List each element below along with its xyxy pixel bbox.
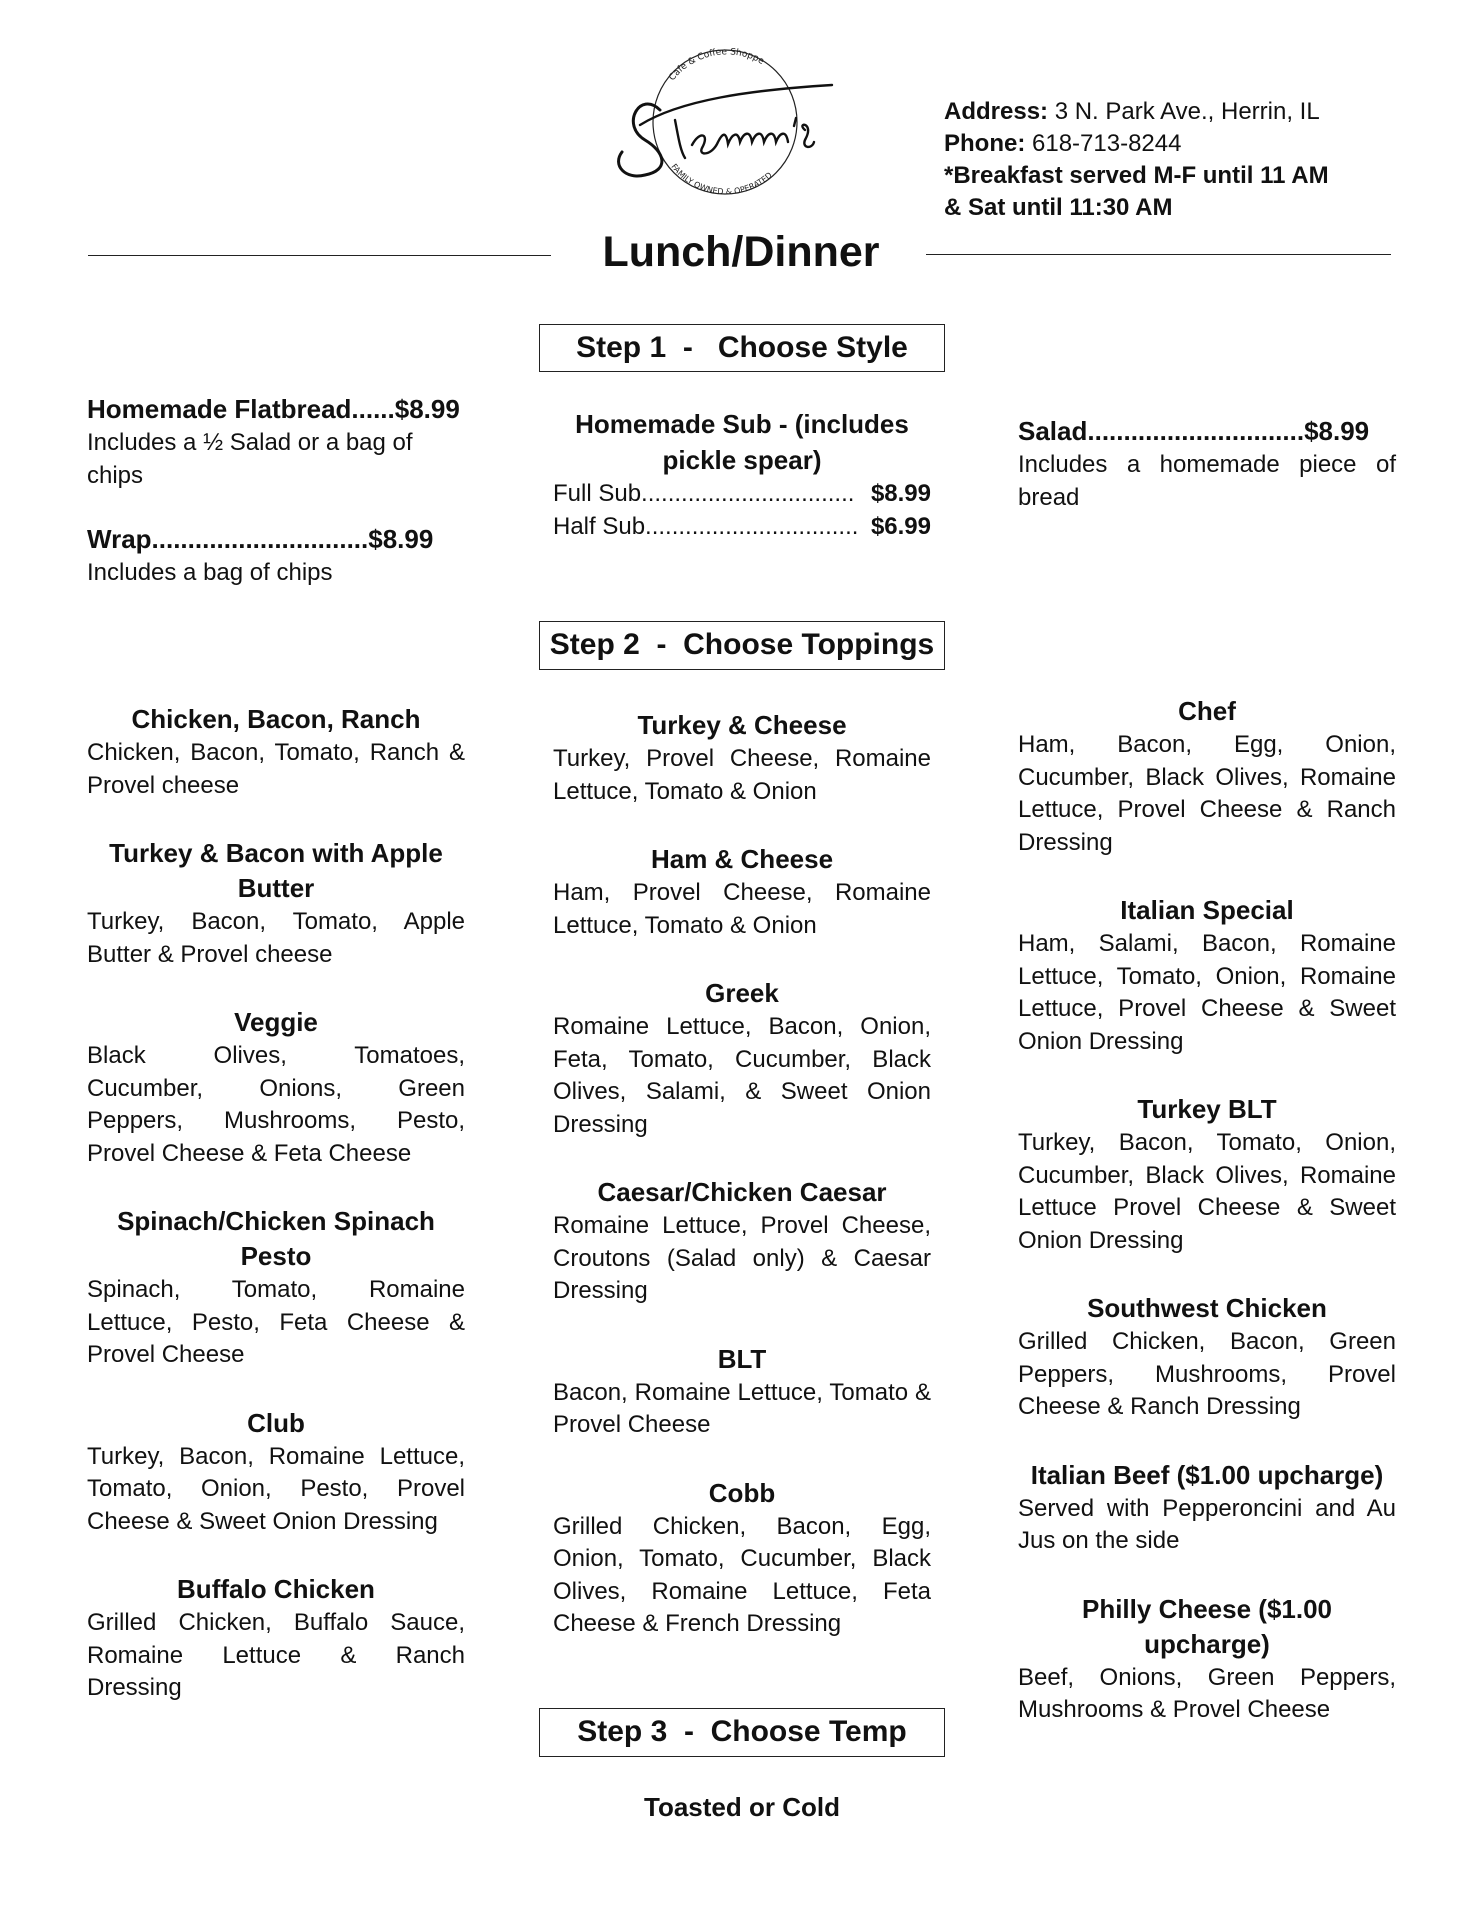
topping-title: Club <box>247 1407 305 1438</box>
temp-options: Toasted or Cold <box>644 1792 840 1822</box>
flatbread-desc: Includes a ½ Salad or a bag of chips <box>87 429 413 489</box>
topping-item <box>87 1204 465 1372</box>
topping-item <box>1018 1592 1396 1727</box>
half-sub-row <box>553 511 931 544</box>
topping-title: Greek <box>705 978 779 1008</box>
topping-item <box>1018 1291 1396 1424</box>
topping-desc: Beef, Onions, Green Peppers, Mushrooms & Provel Cheese <box>1018 1663 1396 1723</box>
topping-item <box>1018 694 1396 859</box>
phone-label: Phone: <box>944 130 1026 157</box>
topping-desc: Chicken, Bacon, Tomato, Ranch & Provel cheese <box>87 739 465 799</box>
step3-heading: Step 3 - Choose Temp <box>539 1708 945 1757</box>
topping-title: Italian Special <box>1120 895 1294 925</box>
topping-title: Caesar/Chicken Caesar <box>597 1177 887 1207</box>
topping-item <box>1018 1092 1396 1257</box>
full-sub-price: $8.99 <box>870 480 931 507</box>
topping-desc: Ham, Salami, Bacon, Romaine Lettuce, Tomato, Onion, Romaine Lettuce, Provel Cheese & Sweet Onion Dressing <box>1018 930 1396 1055</box>
style-column-middle <box>553 406 931 543</box>
topping-title: Chicken, Bacon, Ranch <box>131 704 421 734</box>
full-sub-row <box>553 478 931 511</box>
breakfast-note-1: *Breakfast served M-F until 11 AM <box>944 162 1329 189</box>
topping-item <box>87 1406 465 1539</box>
topping-title: Italian Beef ($1.00 upcharge) <box>1030 1459 1384 1490</box>
page-title: Lunch/Dinner <box>602 228 880 276</box>
topping-desc: Turkey, Bacon, Tomato, Onion, Cucumber, Black Olives, Romaine Lettuce Provel Cheese & Sweet Onion Dressing <box>1018 1129 1396 1254</box>
topping-item <box>553 976 931 1141</box>
phone-line <box>944 128 1364 160</box>
topping-title: Spinach/Chicken Spinach Pesto <box>117 1206 435 1271</box>
topping-title: Turkey & Cheese <box>637 710 847 740</box>
topping-title: Turkey & Bacon with Apple Butter <box>109 838 443 903</box>
topping-item <box>87 1005 465 1170</box>
topping-desc: Ham, Provel Cheese, Romaine Lettuce, Tomato & Onion <box>553 879 931 939</box>
half-sub-label: Half Sub................................ <box>553 512 859 540</box>
toppings-column-left <box>87 702 465 1705</box>
step1-heading: Step 1 - Choose Style <box>539 324 945 372</box>
topping-title: Turkey BLT <box>1137 1094 1277 1124</box>
step2-heading: Step 2 - Choose Toppings <box>539 621 945 670</box>
svg-text:FAMILY OWNED & OPERATED: FAMILY OWNED & OPERATED <box>669 162 774 197</box>
title-rule-left <box>88 255 551 256</box>
svg-text:Cafe & Coffee Shoppe: Cafe & Coffee Shoppe <box>667 47 766 83</box>
topping-desc: Grilled Chicken, Buffalo Sauce, Romaine Lettuce & Ranch Dressing <box>87 1609 465 1701</box>
topping-desc: Served with Pepperoncini and Au Jus on the side <box>1018 1494 1396 1554</box>
topping-desc: Romaine Lettuce, Bacon, Onion, Feta, Tomato, Cucumber, Black Olives, Salami, & Sweet Onion Dressing <box>553 1013 931 1138</box>
contact-info <box>944 96 1364 224</box>
flatbread-title: Homemade Flatbread......$8.99 <box>87 394 460 424</box>
topping-desc: Spinach, Tomato, Romaine Lettuce, Pesto, Feta Cheese & Provel Cheese <box>87 1276 465 1368</box>
full-sub-label: Full Sub................................ <box>553 480 855 507</box>
topping-title: Cobb <box>708 1477 776 1508</box>
topping-item <box>553 842 931 942</box>
topping-item <box>1018 893 1396 1058</box>
phone-value: 618-713-8244 <box>1032 130 1182 157</box>
title-rule-right <box>926 254 1391 255</box>
address-value: 3 N. Park Ave., Herrin, IL <box>1054 98 1320 125</box>
topping-desc: Grilled Chicken, Bacon, Egg, Onion, Tomato, Cucumber, Black Olives, Romaine Lettuce, Feta Cheese & French Dressing <box>553 1512 931 1637</box>
topping-desc: Turkey, Bacon, Romaine Lettuce, Tomato, Onion, Pesto, Provel Cheese & Sweet Onion Dressing <box>87 1442 465 1535</box>
topping-item <box>553 1342 931 1442</box>
wrap-title: Wrap..............................$8.99 <box>87 524 434 554</box>
stemms-logo <box>600 30 850 210</box>
topping-title: Southwest Chicken <box>1087 1293 1327 1323</box>
topping-item <box>553 1175 931 1308</box>
address-line <box>944 96 1364 128</box>
salad-desc: Includes a homemade piece of bread <box>1018 451 1396 511</box>
topping-title: Veggie <box>234 1007 318 1037</box>
topping-desc: Black Olives, Tomatoes, Cucumber, Onions, Green Peppers, Mushrooms, Pesto, Provel Cheese & Feta Cheese <box>87 1042 465 1167</box>
topping-item <box>553 708 931 808</box>
topping-desc: Turkey, Provel Cheese, Romaine Lettuce, Tomato & Onion <box>553 745 931 805</box>
salad-title: Salad..............................$8.99 <box>1018 416 1370 446</box>
topping-desc: Grilled Chicken, Bacon, Green Peppers, Mushrooms, Provel Cheese & Ranch Dressing <box>1018 1328 1396 1420</box>
breakfast-note-2: & Sat until 11:30 AM <box>944 194 1173 221</box>
topping-item <box>87 702 465 802</box>
style-column-right <box>1018 414 1396 514</box>
toppings-column-right <box>1018 694 1396 1727</box>
topping-title: BLT <box>717 1343 767 1374</box>
topping-item <box>87 836 465 971</box>
topping-title: Ham & Cheese <box>650 844 834 874</box>
address-label: Address: <box>944 98 1049 125</box>
topping-desc: Bacon, Romaine Lettuce, Tomato & Provel Cheese <box>553 1378 931 1438</box>
sub-title: Homemade Sub - (includes pickle spear) <box>575 409 909 475</box>
topping-title: Buffalo Chicken <box>177 1574 375 1604</box>
style-column-left <box>87 392 465 590</box>
half-sub-price: $6.99 <box>870 512 931 540</box>
topping-item <box>553 1476 931 1641</box>
topping-title: Philly Cheese ($1.00 upcharge) <box>1081 1593 1333 1659</box>
topping-item <box>87 1572 465 1705</box>
topping-desc: Turkey, Bacon, Tomato, Apple Butter & Provel cheese <box>87 908 465 968</box>
topping-desc: Romaine Lettuce, Provel Cheese, Croutons (Salad only) & Caesar Dressing <box>553 1212 931 1304</box>
topping-item <box>1018 1458 1396 1558</box>
toppings-column-middle <box>553 708 931 1641</box>
topping-desc: Ham, Bacon, Egg, Onion, Cucumber, Black Olives, Romaine Lettuce, Provel Cheese & Ranch Dressing <box>1018 731 1396 856</box>
topping-title: Chef <box>1178 696 1236 726</box>
wrap-desc: Includes a bag of chips <box>87 559 333 586</box>
